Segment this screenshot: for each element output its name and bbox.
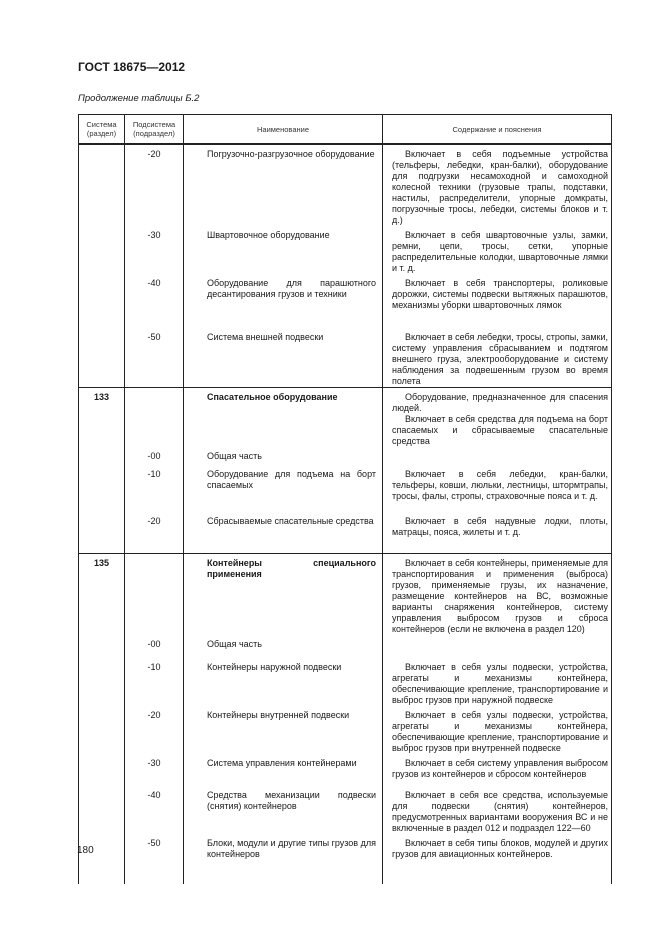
table-caption: Продолжение таблицы Б.2 <box>78 93 200 104</box>
subsystem-code-cell: -20 <box>125 512 184 553</box>
item-name-cell: Швартовочное оборудование <box>184 226 383 274</box>
description-text: Включает в себя все средства, используемые для подвески (снятия) контейнеров, предусмотренных вариантами вооружения ВС и не включенные в раздел 012 и подраздел 122—60 <box>392 789 608 833</box>
column-header-system: Система (раздел) <box>79 115 125 145</box>
item-name-cell: Система управления контейнерами <box>184 754 383 786</box>
system-code-cell: 135 <box>79 553 125 635</box>
system-code-cell <box>79 834 125 884</box>
item-name-cell: Общая часть <box>184 447 383 465</box>
table-header-row <box>79 115 612 145</box>
system-code-cell <box>79 465 125 512</box>
system-code-cell: 133 <box>79 388 125 448</box>
description-text: Включает в себя типы блоков, модулей и других грузов для авиационных контейнеров. <box>392 837 608 859</box>
subsystem-code-cell: -50 <box>125 834 184 884</box>
system-code-cell <box>79 447 125 465</box>
table-row <box>79 512 612 553</box>
table-row <box>79 786 612 834</box>
description-text: Оборудование, предназначенное для спасения людей. <box>392 392 608 413</box>
column-header-name: Наименование <box>184 115 383 145</box>
description-cell <box>383 144 612 226</box>
description-cell <box>383 328 612 388</box>
subsystem-code-cell: -10 <box>125 658 184 706</box>
table-row <box>79 834 612 884</box>
description-text: Включает в себя надувные лодки, плоты, матрацы, пояса, жилеты и т. д. <box>392 516 608 537</box>
system-code-cell <box>79 786 125 834</box>
table-row <box>79 328 612 388</box>
description-text: Включает в себя контейнеры, применяемые для транспортирования и применения (выброса) грузов, применяемые грузы, их назначение, размещение контейнеров на ВС, возможные варианты снаряжения контейнеров, систему управления выбросом грузов и сброса контейнеров (если не включена в раздел 120) <box>392 557 608 634</box>
description-cell <box>383 786 612 834</box>
item-name-cell: Средства механизации подвески (снятия) контейнеров <box>184 786 383 834</box>
table-row <box>79 658 612 706</box>
system-code-cell <box>79 328 125 388</box>
description-cell <box>383 635 612 658</box>
description-text: Включает в себя лебедки, тросы, стропы, замки, систему управления сбрасыванием и подтягом внешнего груза, электрооборудование и систему наблюдения за подвешенным грузом во время полета <box>392 332 608 386</box>
description-cell <box>383 465 612 512</box>
table-row <box>79 144 612 226</box>
description-cell <box>383 553 612 635</box>
system-code-cell <box>79 274 125 328</box>
document-title: ГОСТ 18675—2012 <box>78 60 186 74</box>
item-name-cell: Оборудование для подъема на борт спасаемых <box>184 465 383 512</box>
item-name-cell: Система внешней подвески <box>184 328 383 388</box>
item-name-cell: Блоки, модули и другие типы грузов для контейнеров <box>184 834 383 884</box>
description-text: Включает в себя подъемные устройства (тельферы, лебедки, кран-балки), оборудование для подгрузки несамоходной и самоходной колесной техники (грузовые трапы, подставки, настилы, распределители, упорные домкраты, погрузочные тросы, лебедки, системы блоков и т. д.) <box>392 149 608 225</box>
description-cell <box>383 754 612 786</box>
description-cell <box>383 512 612 553</box>
item-name-cell: Сбрасываемые спасательные средства <box>184 512 383 553</box>
description-cell <box>383 706 612 754</box>
subsystem-code-cell: -00 <box>125 447 184 465</box>
description-cell <box>383 834 612 884</box>
subsystem-code-cell <box>125 388 184 448</box>
description-cell <box>383 447 612 465</box>
subsystem-code-cell: -00 <box>125 635 184 658</box>
subsystem-code-cell: -40 <box>125 786 184 834</box>
page-number: 180 <box>77 845 94 856</box>
description-cell <box>383 274 612 328</box>
table-row <box>79 226 612 274</box>
item-name-cell: Погрузочно-разгрузочное оборудование <box>184 144 383 226</box>
content-table <box>78 114 612 884</box>
column-header-subsystem: Подсистема (подраздел) <box>125 115 184 145</box>
table-row <box>79 388 612 448</box>
description-text: Включает в себя узлы подвески, устройства, агрегаты и механизмы контейнера, обеспечивающие крепление, транспортирование и выброс грузов при наружной подвеске <box>392 661 608 705</box>
item-name-cell: Контейнеры внутренней подвески <box>184 706 383 754</box>
subsystem-code-cell: -20 <box>125 706 184 754</box>
description-text: Включает в себя транспортеры, роликовые дорожки, системы подвески вытяжных парашютов, механизмы уборки швартовочных лямок <box>392 278 608 310</box>
subsystem-code-cell: -30 <box>125 226 184 274</box>
description-text: Включает в себя узлы подвески, устройства, агрегаты и механизмы контейнера, обеспечивающие крепление, транспортирование и выброс грузов при внутренней подвеске <box>392 709 608 753</box>
description-cell <box>383 226 612 274</box>
system-code-cell <box>79 512 125 553</box>
system-code-cell <box>79 658 125 706</box>
subsystem-code-cell <box>125 553 184 635</box>
table-row <box>79 274 612 328</box>
description-text: Включает в себя лебедки, кран-балки, тельферы, ковши, люльки, лестницы, штормтрапы, тросы, фалы, стропы, страховочные пояса и т. д. <box>392 469 608 501</box>
table-row <box>79 447 612 465</box>
subsystem-code-cell: -20 <box>125 144 184 226</box>
system-code-cell <box>79 706 125 754</box>
item-name-cell: Контейнеры специального применения <box>184 553 383 635</box>
table-body <box>79 144 612 884</box>
description-cell <box>383 658 612 706</box>
subsystem-code-cell: -10 <box>125 465 184 512</box>
item-name-cell: Контейнеры наружной подвески <box>184 658 383 706</box>
table-row <box>79 465 612 512</box>
item-name-cell: Оборудование для парашютного десантирования грузов и техники <box>184 274 383 328</box>
item-name-cell: Спасательное оборудование <box>184 388 383 448</box>
description-text: Включает в себя швартовочные узлы, замки, ремни, цепи, тросы, сетки, упорные распределительные колодки, швартовочные лямки и т. д. <box>392 230 608 273</box>
subsystem-code-cell: -40 <box>125 274 184 328</box>
system-code-cell <box>79 635 125 658</box>
table-row <box>79 553 612 635</box>
table-row <box>79 706 612 754</box>
system-code-cell <box>79 144 125 226</box>
description-cell <box>383 388 612 448</box>
description-text: Включает в себя систему управления выбросом грузов из контейнеров и сбросом контейнеров <box>392 757 608 779</box>
description-text: Включает в себя средства для подъема на борт спасаемых и сбрасываемые спасательные средства <box>392 414 608 446</box>
table-row <box>79 754 612 786</box>
system-code-cell <box>79 226 125 274</box>
item-name-cell: Общая часть <box>184 635 383 658</box>
system-code-cell <box>79 754 125 786</box>
table-row <box>79 635 612 658</box>
subsystem-code-cell: -50 <box>125 328 184 388</box>
column-header-description: Содержание и пояснения <box>383 115 612 145</box>
subsystem-code-cell: -30 <box>125 754 184 786</box>
